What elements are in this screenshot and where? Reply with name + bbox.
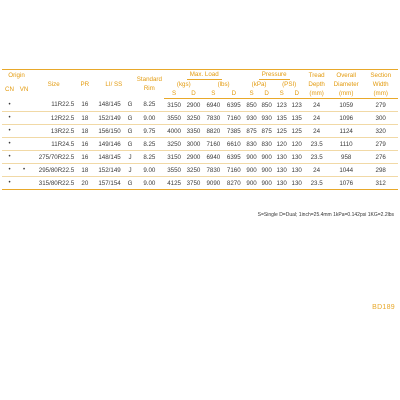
- kgs-dual-cell: 3250: [184, 164, 203, 177]
- size-cell: 315/80R22.5: [31, 177, 76, 190]
- cn-bullet: •: [2, 177, 17, 190]
- cn-bullet: •: [2, 125, 17, 138]
- tread-depth-cell: 24: [304, 112, 329, 125]
- width-unit-header: (mm): [363, 89, 398, 99]
- lbs-single-cell: 6940: [203, 151, 223, 164]
- speed-symbol-cell: G: [126, 112, 135, 125]
- psi-single-cell: 125: [274, 125, 289, 138]
- standard-label: Standard: [136, 76, 162, 84]
- size-cell: 295/80R22.5: [31, 164, 76, 177]
- rim-cell: 9.00: [134, 177, 164, 190]
- section-width-cell: 276: [363, 151, 398, 164]
- section-width-cell: 320: [363, 125, 398, 138]
- tread-depth-cell: 24: [304, 125, 329, 138]
- psi-dual-cell: 130: [289, 151, 304, 164]
- kgs-single-cell: 4125: [164, 177, 183, 190]
- vn-bullet: [17, 151, 31, 164]
- table-row: [2, 177, 398, 190]
- section-width-cell: 279: [363, 138, 398, 151]
- diameter-unit-header: (mm): [329, 89, 363, 99]
- pressure-label: Pressure: [259, 70, 290, 80]
- overall-diameter-cell: 1096: [329, 112, 363, 125]
- max-load-header: [164, 70, 244, 81]
- kgs-s-header: S: [164, 89, 183, 99]
- vn-bullet: [17, 112, 31, 125]
- psi-dual-cell: 135: [289, 112, 304, 125]
- kpa-dual-cell: 930: [259, 112, 274, 125]
- psi-dual-cell: 130: [289, 164, 304, 177]
- speed-symbol-cell: G: [126, 99, 135, 112]
- kpa-d-header: D: [259, 89, 274, 99]
- pr-cell: 16: [76, 151, 93, 164]
- rim-cell: 9.00: [134, 112, 164, 125]
- section-width-cell: 312: [363, 177, 398, 190]
- speed-symbol-cell: G: [126, 138, 135, 151]
- kgs-single-cell: 3150: [164, 99, 183, 112]
- rim-cell: 8.25: [134, 99, 164, 112]
- table-row: [2, 112, 398, 125]
- table-row: [2, 125, 398, 138]
- tread-depth-cell: 24: [304, 99, 329, 112]
- psi-single-cell: 130: [274, 164, 289, 177]
- lbs-single-cell: 9090: [203, 177, 223, 190]
- rim-cell: 8.25: [134, 151, 164, 164]
- lbs-dual-cell: 7160: [224, 112, 244, 125]
- kgs-dual-cell: 3350: [184, 125, 203, 138]
- load-index-cell: 148/145: [93, 99, 125, 112]
- rim-cell: 9.75: [134, 125, 164, 138]
- kgs-single-cell: 3150: [164, 151, 183, 164]
- psi-single-cell: 135: [274, 112, 289, 125]
- kgs-dual-cell: 3750: [184, 177, 203, 190]
- lbs-header: (lbs): [217, 81, 230, 88]
- pr-cell: 16: [76, 138, 93, 151]
- pr-cell: 16: [76, 99, 93, 112]
- kpa-single-cell: 875: [244, 125, 259, 138]
- lbs-dual-cell: 6395: [224, 99, 244, 112]
- size-cell: 275/70R22.5: [31, 151, 76, 164]
- vn-bullet: •: [17, 164, 31, 177]
- pr-cell: 20: [76, 177, 93, 190]
- psi-dual-cell: 123: [289, 99, 304, 112]
- pr-cell: 18: [76, 125, 93, 138]
- cn-bullet: •: [2, 99, 17, 112]
- lbs-dual-cell: 6395: [224, 151, 244, 164]
- section-width-cell: 279: [363, 99, 398, 112]
- load-index-cell: 148/145: [93, 151, 125, 164]
- kgs-header: (kgs): [176, 81, 191, 88]
- section-width-cell: 300: [363, 112, 398, 125]
- lbs-single-cell: 6940: [203, 99, 223, 112]
- vn-bullet: [17, 177, 31, 190]
- kpa-dual-cell: 900: [259, 177, 274, 190]
- pr-cell: 18: [76, 112, 93, 125]
- overall-diameter-cell: 1124: [329, 125, 363, 138]
- load-index-cell: 156/150: [93, 125, 125, 138]
- kgs-dual-cell: 3000: [184, 138, 203, 151]
- lbs-dual-cell: 6610: [224, 138, 244, 151]
- origin-header: Origin: [2, 70, 31, 81]
- overall-diameter-cell: 958: [329, 151, 363, 164]
- speed-symbol-cell: G: [126, 177, 135, 190]
- tire-spec-table: [2, 69, 398, 190]
- kgs-dual-cell: 3250: [184, 112, 203, 125]
- lbs-dual-cell: 7160: [224, 164, 244, 177]
- overall-header: Overall: [329, 70, 363, 81]
- psi-s-header: S: [274, 89, 289, 99]
- psi-single-cell: 120: [274, 138, 289, 151]
- table-row: [2, 151, 398, 164]
- vn-bullet: [17, 125, 31, 138]
- pr-header: PR: [76, 70, 93, 99]
- lbs-d-header: D: [224, 89, 244, 99]
- cn-bullet: •: [2, 138, 17, 151]
- psi-dual-cell: 120: [289, 138, 304, 151]
- kpa-dual-cell: 875: [259, 125, 274, 138]
- kpa-single-cell: 850: [244, 99, 259, 112]
- table-body: [2, 99, 398, 190]
- size-cell: 13R22.5: [31, 125, 76, 138]
- vn-bullet: [17, 99, 31, 112]
- psi-single-cell: 123: [274, 99, 289, 112]
- psi-dual-cell: 130: [289, 177, 304, 190]
- diameter-header: Diameter: [333, 81, 359, 88]
- kgs-single-cell: 3550: [164, 164, 183, 177]
- section-width-cell: 298: [363, 164, 398, 177]
- tread-depth-cell: 24: [304, 164, 329, 177]
- width-header: Width: [372, 81, 389, 88]
- load-index-cell: 149/146: [93, 138, 125, 151]
- kgs-dual-cell: 2900: [184, 99, 203, 112]
- pressure-header: [244, 70, 304, 81]
- pr-cell: 18: [76, 164, 93, 177]
- tread-depth-cell: 23.5: [304, 177, 329, 190]
- load-index-cell: 157/154: [93, 177, 125, 190]
- kpa-s-header: S: [244, 89, 259, 99]
- kpa-single-cell: 900: [244, 177, 259, 190]
- vn-bullet: [17, 138, 31, 151]
- table-row: [2, 164, 398, 177]
- tread-header: Tread: [304, 70, 329, 81]
- kpa-dual-cell: 830: [259, 138, 274, 151]
- kgs-dual-cell: 2900: [184, 151, 203, 164]
- kgs-d-header: D: [184, 89, 203, 99]
- kpa-dual-cell: 850: [259, 99, 274, 112]
- load-index-cell: 152/149: [93, 112, 125, 125]
- max-load-label: Max. Load: [187, 70, 222, 80]
- psi-dual-cell: 125: [289, 125, 304, 138]
- psi-header: (PSI): [282, 81, 297, 88]
- lbs-dual-cell: 8270: [224, 177, 244, 190]
- tread-unit-header: (mm): [304, 89, 329, 99]
- overall-diameter-cell: 1059: [329, 99, 363, 112]
- lbs-single-cell: 8820: [203, 125, 223, 138]
- lbs-single-cell: 7830: [203, 112, 223, 125]
- page-code: BD189: [372, 304, 395, 311]
- size-cell: 11R22.5: [31, 99, 76, 112]
- overall-diameter-cell: 1110: [329, 138, 363, 151]
- kgs-single-cell: 3250: [164, 138, 183, 151]
- cn-bullet: •: [2, 112, 17, 125]
- table-row: [2, 138, 398, 151]
- tread-depth-cell: 23.5: [304, 138, 329, 151]
- size-cell: 11R24.5: [31, 138, 76, 151]
- kgs-single-cell: 4000: [164, 125, 183, 138]
- load-index-cell: 152/149: [93, 164, 125, 177]
- lbs-single-cell: 7830: [203, 164, 223, 177]
- rim-label: Rim: [143, 85, 155, 93]
- speed-symbol-cell: J: [126, 151, 135, 164]
- section-header: Section: [363, 70, 398, 81]
- cn-bullet: •: [2, 164, 17, 177]
- rim-cell: 8.25: [134, 138, 164, 151]
- kgs-single-cell: 3550: [164, 112, 183, 125]
- lbs-s-header: S: [203, 89, 223, 99]
- kpa-header: (kPa): [251, 81, 267, 88]
- overall-diameter-cell: 1044: [329, 164, 363, 177]
- psi-d-header: D: [289, 89, 304, 99]
- lbs-single-cell: 7160: [203, 138, 223, 151]
- table-row: [2, 99, 398, 112]
- speed-symbol-cell: J: [126, 164, 135, 177]
- footnote: S=Single D=Dual; 1inch=25.4mm 1kPa=0.142psi 1KG=2.2lbs: [257, 212, 394, 218]
- kpa-single-cell: 930: [244, 112, 259, 125]
- psi-single-cell: 130: [274, 151, 289, 164]
- kpa-single-cell: 900: [244, 164, 259, 177]
- kpa-single-cell: 900: [244, 151, 259, 164]
- depth-header: Depth: [308, 81, 325, 88]
- kpa-single-cell: 830: [244, 138, 259, 151]
- rim-cell: 9.00: [134, 164, 164, 177]
- kpa-dual-cell: 900: [259, 164, 274, 177]
- cn-header: CN: [5, 85, 14, 93]
- size-cell: 12R22.5: [31, 112, 76, 125]
- kpa-dual-cell: 900: [259, 151, 274, 164]
- psi-single-cell: 130: [274, 177, 289, 190]
- standard-rim-header: [134, 70, 164, 99]
- tread-depth-cell: 23.5: [304, 151, 329, 164]
- cn-bullet: •: [2, 151, 17, 164]
- lbs-dual-cell: 7385: [224, 125, 244, 138]
- speed-symbol-cell: G: [126, 125, 135, 138]
- overall-diameter-cell: 1076: [329, 177, 363, 190]
- li-ss-header: LI/ SS: [93, 70, 134, 99]
- size-header: Size: [31, 70, 76, 99]
- header-row-1: [2, 70, 398, 81]
- vn-header: VN: [19, 85, 29, 93]
